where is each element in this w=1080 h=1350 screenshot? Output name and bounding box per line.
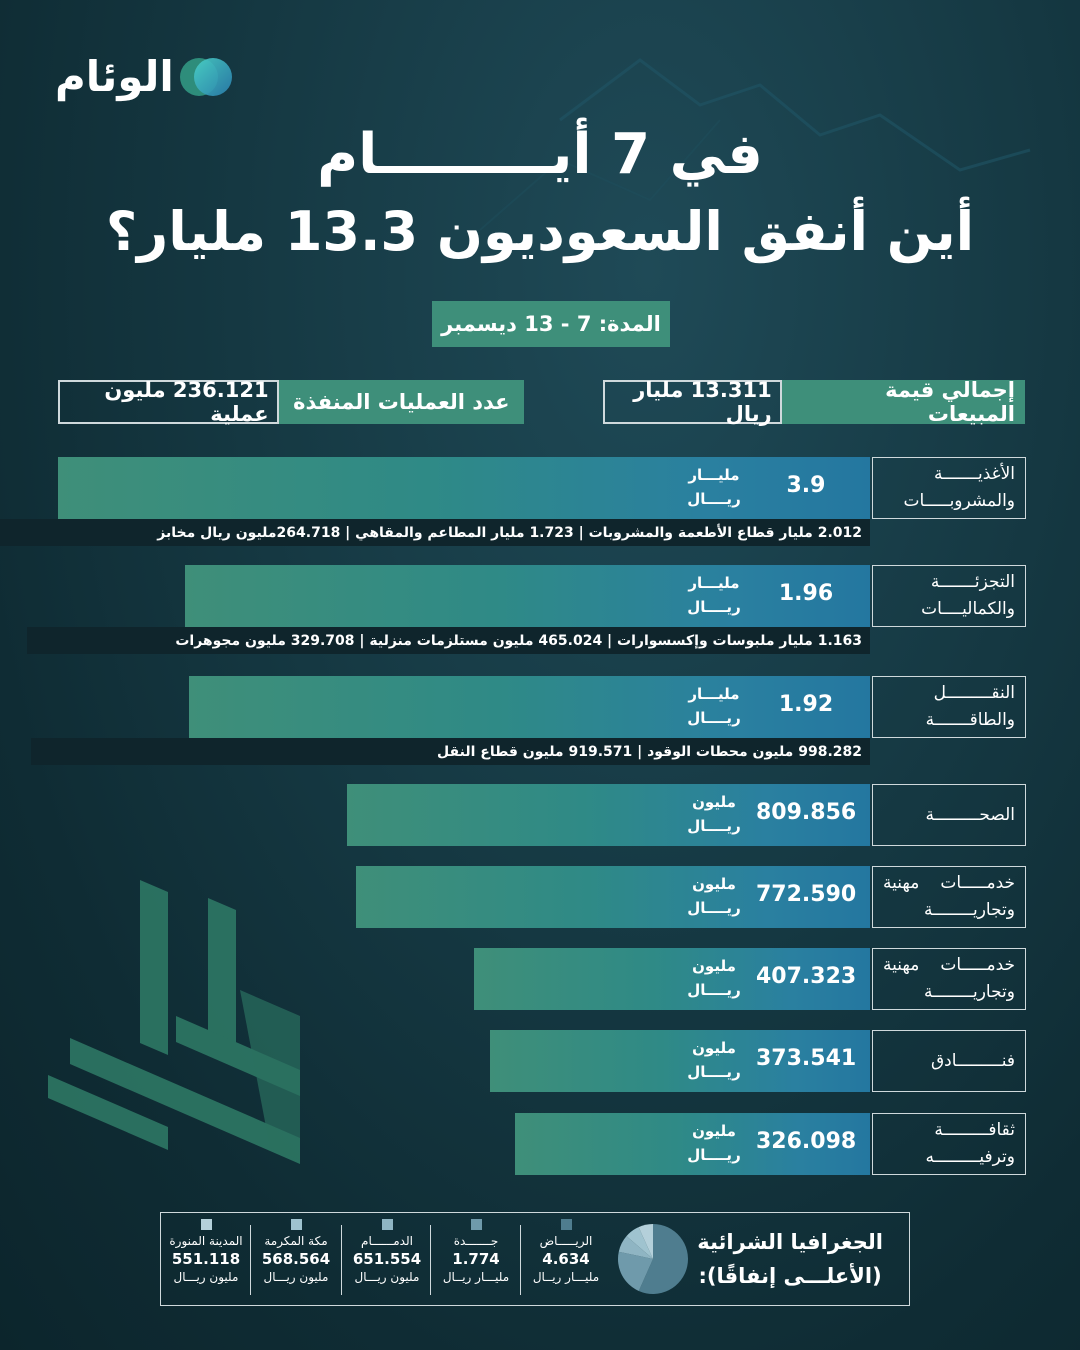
bar-value-label: 407.323 [756, 964, 857, 989]
city-unit: مليون ريـــال [354, 1270, 420, 1284]
bar-unit-label: مليـــار ريــــال [687, 685, 741, 727]
bar-unit-label: مليون ريــــال [687, 793, 741, 835]
bar-unit-label: مليون ريــــال [687, 1039, 741, 1081]
bar-value-label: 1.92 [778, 692, 834, 717]
bar-value-label: 1.96 [778, 581, 834, 606]
page-title-line1: في 7 أيـــــــــام [317, 122, 763, 187]
bar-unit-label: مليـــار ريــــال [687, 466, 741, 508]
legend-swatch [561, 1219, 572, 1230]
bar-1 [58, 457, 870, 519]
legend-swatch [471, 1219, 482, 1230]
city-divider [250, 1225, 251, 1295]
category-label: خدمـــــات مهنية وتجاريــــــــة [872, 948, 1026, 1010]
city-name: جـــــــدة [453, 1234, 499, 1248]
city-value: 4.634 [542, 1250, 590, 1268]
category-label: خدمـــــات مهنية وتجاريــــــــة [872, 866, 1026, 928]
city-unit: مليـــار ريــال [532, 1270, 600, 1284]
page-title-line2: أين أنفق السعوديون 13.3 مليار؟ [105, 200, 975, 263]
operations-value: 236.121 مليون عملية [58, 380, 279, 424]
category-detail: 1.163 مليار ملبوسات وإكسسوارات | 465.024 مليون مستلزمات منزلية | 329.708 مليون مجوهرات [27, 627, 870, 654]
category-label: ثقافـــــــــة وترفيـــــــــه [872, 1113, 1026, 1175]
total-sales-value: 13.311 مليار ريال [603, 380, 782, 424]
legend-swatch [291, 1219, 302, 1230]
geography-box [160, 1212, 910, 1306]
operations-stat [58, 380, 524, 424]
city-name: الريـــــاض [539, 1234, 593, 1248]
operations-label: عدد العمليات المنفذة [279, 380, 524, 424]
city-stat [344, 1219, 430, 1284]
bar-value-label: 373.541 [756, 1046, 857, 1071]
bar-unit-label: مليون ريــــال [687, 1122, 741, 1164]
city-divider [520, 1225, 521, 1295]
category-label: فنـــــــــادق [872, 1030, 1026, 1092]
legend-swatch [201, 1219, 212, 1230]
category-detail: 998.282 مليون محطات الوقود | 919.571 مليون قطاع النقل [31, 738, 870, 765]
city-stat [253, 1219, 339, 1284]
bar-value-label: 809.856 [756, 800, 857, 825]
total-sales-label: إجمالي قيمة المبيعات [782, 380, 1025, 424]
brand-name: الوئام [55, 52, 174, 101]
geography-title [697, 1225, 883, 1293]
legend-swatch [382, 1219, 393, 1230]
city-stat [433, 1219, 519, 1284]
city-stat [163, 1219, 249, 1284]
bar-unit-label: مليون ريــــال [687, 875, 741, 917]
city-value: 1.774 [452, 1250, 500, 1268]
city-name: الدمــــــام [361, 1234, 413, 1248]
total-sales-stat [603, 380, 1025, 424]
bar-value-label: 772.590 [756, 882, 857, 907]
logo-icon [180, 58, 232, 96]
category-detail: 2.012 مليار قطاع الأطعمة والمشروبات | 1.723 مليار المطاعم والمقاهي | 264.718مليون ريال مخابز [0, 519, 870, 546]
category-label: الصحـــــــــة [872, 784, 1026, 846]
city-name: المدينة المنورة [169, 1234, 243, 1248]
city-name: مكة المكرمة [264, 1234, 328, 1248]
bar-value-label: 3.9 [786, 473, 826, 498]
city-unit: مليون ريـــال [263, 1270, 329, 1284]
period-badge: المدة: 7 - 13 ديسمبر [432, 301, 670, 347]
city-unit: مليون ريـــال [173, 1270, 239, 1284]
geography-title-line1: الجغرافيا الشرائية [697, 1230, 883, 1254]
city-divider [430, 1225, 431, 1295]
category-label: النقـــــــــل والطاقـــــــة [872, 676, 1026, 738]
city-stat [523, 1219, 609, 1284]
city-value: 551.118 [171, 1250, 241, 1268]
brand-logo [55, 52, 232, 101]
city-divider [341, 1225, 342, 1295]
currency-symbol-icon [48, 880, 300, 1164]
city-value: 568.564 [261, 1250, 331, 1268]
geography-title-line2: (الأعلـــى إنفاقًا): [698, 1264, 882, 1288]
city-unit: مليـــار ريــال [442, 1270, 510, 1284]
bar-value-label: 326.098 [756, 1129, 857, 1154]
bar-unit-label: مليـــار ريــــال [687, 574, 741, 616]
bar-unit-label: مليون ريــــال [687, 957, 741, 999]
geography-pie-chart [617, 1223, 689, 1295]
category-label: التجزئـــــــة والكماليــــات [872, 565, 1026, 627]
category-label: الأغذيـــــــة والمشروبـــــات [872, 457, 1026, 519]
city-value: 651.554 [352, 1250, 422, 1268]
